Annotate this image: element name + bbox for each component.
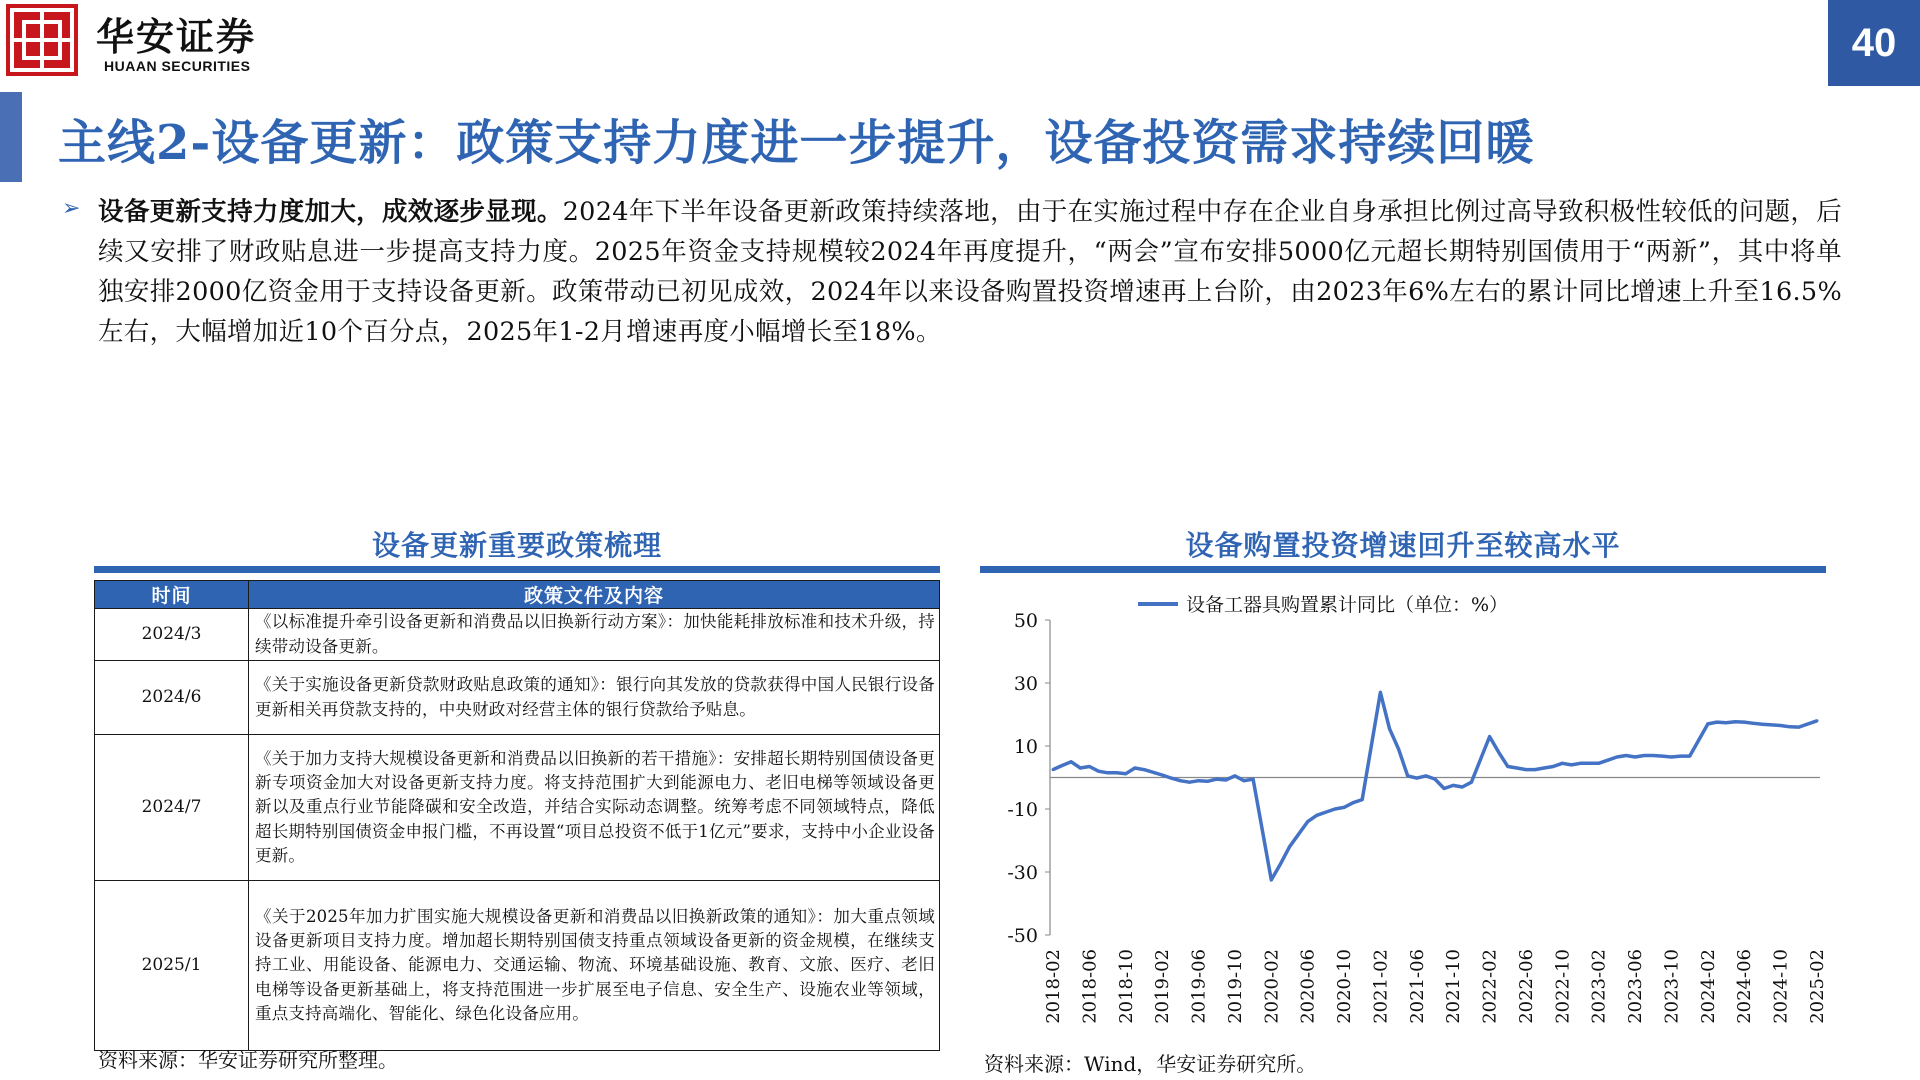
data-point <box>1197 779 1200 782</box>
data-point <box>1579 762 1582 765</box>
row-date: 2024/3 <box>95 609 249 661</box>
data-point <box>1488 735 1491 738</box>
table-row <box>95 609 940 661</box>
table-row <box>95 881 940 1051</box>
logo-text-cn: 华安证券 <box>96 14 257 59</box>
x-tick-label: 2024-02 <box>1697 949 1719 1024</box>
data-point <box>1752 722 1755 725</box>
series-line <box>1053 692 1817 880</box>
data-point <box>1070 760 1073 763</box>
data-point <box>1761 723 1764 726</box>
row-date: 2025/1 <box>95 881 249 1051</box>
data-point <box>1734 720 1737 723</box>
policy-source-note: 资料来源：华安证券研究所整理。 <box>98 1048 398 1072</box>
title-accent-bar <box>0 92 22 182</box>
data-point <box>1115 771 1118 774</box>
table-row <box>95 735 940 881</box>
summary-lead: 设备更新支持力度加大，成效逐步显现。 <box>98 197 563 227</box>
table-header-row <box>95 581 940 609</box>
x-tick-label: 2024-10 <box>1770 949 1792 1024</box>
column-header-content: 政策文件及内容 <box>249 581 940 609</box>
data-point <box>1561 762 1564 765</box>
row-content: 《以标准提升牵引设备更新和消费品以旧换新行动方案》：加快能耗排放标准和技术升级，持续带动设备更新。 <box>249 609 940 661</box>
y-tick-label: -50 <box>1007 925 1038 947</box>
data-point <box>1770 723 1773 726</box>
data-point <box>1124 772 1127 775</box>
data-point <box>1088 765 1091 768</box>
x-tick-label: 2019-02 <box>1152 949 1174 1024</box>
data-point <box>1415 777 1418 780</box>
data-point <box>1252 778 1255 781</box>
data-point <box>1716 721 1719 724</box>
x-tick-label: 2020-02 <box>1261 949 1283 1024</box>
data-point <box>1506 765 1509 768</box>
data-point <box>1679 755 1682 758</box>
data-point <box>1133 767 1136 770</box>
summary-body: 2024年下半年设备更新政策持续落地，由于在实施过程中存在企业自身承担比例过高导致积极性较低的问题，后续又安排了财政贴息进一步提高支持力度。2025年资金支持规模较2024年再度提升，“两会”宣布安排5000亿元超长期特别国债用于“两新”，其中将单独安排2000亿资金用于支持设备更新。政策带动已初见成效，2024年以来设备购置投资增速再上台阶，由2023年6%左右的累计同比增速上升至16.5%左右，大幅增加近10个百分点，2025年1-2月增速再度小幅增长至18%。 <box>98 197 1842 347</box>
summary-text <box>98 192 1842 352</box>
data-point <box>1315 814 1318 817</box>
data-point <box>1061 764 1064 767</box>
data-point <box>1279 863 1282 866</box>
data-point <box>1643 754 1646 757</box>
x-tick-label: 2021-02 <box>1370 949 1392 1024</box>
y-tick-label: 30 <box>1013 673 1038 695</box>
data-point <box>1324 811 1327 814</box>
policy-table <box>94 580 940 1051</box>
x-tick-label: 2019-06 <box>1188 949 1210 1024</box>
row-content: 《关于实施设备更新贷款财政贴息政策的通知》：银行向其发放的贷款获得中国人民银行设备更新相关再贷款支持的，中央财政对经营主体的银行贷款给予贴息。 <box>249 661 940 735</box>
data-point <box>1424 774 1427 777</box>
data-point <box>1215 778 1218 781</box>
table-row <box>95 661 940 735</box>
row-date: 2024/6 <box>95 661 249 735</box>
logo-mark-icon <box>6 4 78 76</box>
data-point <box>1270 878 1273 881</box>
data-point <box>1461 786 1464 789</box>
data-point <box>1661 755 1664 758</box>
x-tick-label: 2025-02 <box>1807 949 1828 1024</box>
y-tick-label: -30 <box>1007 862 1038 884</box>
y-tick-label: 10 <box>1013 736 1038 758</box>
data-point <box>1206 780 1209 783</box>
data-point <box>1634 756 1637 759</box>
data-point <box>1434 778 1437 781</box>
data-point <box>1670 756 1673 759</box>
data-point <box>1106 771 1109 774</box>
data-point <box>1397 748 1400 751</box>
page-number: 40 <box>1828 0 1920 86</box>
data-point <box>1079 767 1082 770</box>
triangle-right-icon: ➢ <box>62 196 81 221</box>
data-point <box>1452 784 1455 787</box>
summary-paragraph <box>62 192 1842 352</box>
data-point <box>1143 768 1146 771</box>
x-tick-label: 2020-06 <box>1297 949 1319 1024</box>
data-point <box>1388 727 1391 730</box>
data-point <box>1652 754 1655 757</box>
data-point <box>1306 820 1309 823</box>
data-point <box>1297 833 1300 836</box>
data-point <box>1361 798 1364 801</box>
data-point <box>1688 755 1691 758</box>
data-point <box>1597 762 1600 765</box>
data-point <box>1243 779 1246 782</box>
x-tick-label: 2022-02 <box>1479 949 1501 1024</box>
x-tick-label: 2023-06 <box>1625 949 1647 1024</box>
data-point <box>1161 774 1164 777</box>
row-content: 《关于加力支持大规模设备更新和消费品以旧换新的若干措施》：安排超长期特别国债设备更新专项资金加大对设备更新支持力度。将支持范围扩大到能源电力、老旧电梯等领域设备更新以及重点行业节能降碳和安全改造，并结合实际动态调整。统筹考虑不同领域特点，降低超长期特别国债资金申报门槛，不再设置“项目总投资不低于1亿元”要求，支持中小企业设备更新。 <box>249 735 940 881</box>
data-point <box>1406 774 1409 777</box>
data-point <box>1470 781 1473 784</box>
data-point <box>1606 759 1609 762</box>
data-point <box>1233 774 1236 777</box>
x-tick-label: 2022-10 <box>1552 949 1574 1024</box>
data-point <box>1625 754 1628 757</box>
x-tick-label: 2022-06 <box>1515 949 1537 1024</box>
data-point <box>1543 767 1546 770</box>
company-logo <box>6 4 78 76</box>
data-point <box>1179 779 1182 782</box>
data-point <box>1379 691 1382 694</box>
y-tick-label: 50 <box>1013 610 1038 632</box>
data-point <box>1052 768 1055 771</box>
series-points <box>1052 691 1819 882</box>
equipment-investment-chart <box>980 580 1840 1040</box>
data-point <box>1443 787 1446 790</box>
row-content: 《关于2025年加力扩围实施大规模设备更新和消费品以旧换新政策的通知》：加大重点领域设备更新项目支持力度。增加超长期特别国债支持重点领域设备更新的资金规模，在继续支持工业、用能设备、能源电力、交通运输、物流、环境基础设施、教育、文旅、医疗、老旧电梯等设备更新基础上，将支持范围进一步扩展至电子信息、安全生产、设施农业等领域，重点支持高端化、智能化、绿色化设备应用。 <box>249 881 940 1051</box>
data-point <box>1706 722 1709 725</box>
data-point <box>1188 781 1191 784</box>
x-tick-label: 2020-10 <box>1334 949 1356 1024</box>
x-tick-label: 2023-10 <box>1661 949 1683 1024</box>
x-tick-label: 2021-06 <box>1406 949 1428 1024</box>
data-point <box>1779 724 1782 727</box>
data-point <box>1097 770 1100 773</box>
y-axis <box>1007 610 1050 947</box>
chart-section-title: 设备购置投资增速回升至较高水平 <box>1185 529 1621 562</box>
data-point <box>1534 768 1537 771</box>
data-point <box>1525 768 1528 771</box>
data-point <box>1224 779 1227 782</box>
data-point <box>1552 765 1555 768</box>
x-tick-label: 2021-10 <box>1443 949 1465 1024</box>
chart-section-rule <box>980 566 1826 573</box>
data-point <box>1797 726 1800 729</box>
x-tick-label: 2018-02 <box>1043 949 1064 1024</box>
x-tick-label: 2019-10 <box>1224 949 1246 1024</box>
x-tick-label: 2023-02 <box>1588 949 1610 1024</box>
data-point <box>1334 808 1337 811</box>
data-point <box>1725 721 1728 724</box>
row-date: 2024/7 <box>95 735 249 881</box>
page-title: 主线2-设备更新：政策支持力度进一步提升，设备投资需求持续回暖 <box>58 115 1535 171</box>
legend-label: 设备工器具购置累计同比（单位：%） <box>1186 594 1509 616</box>
data-point <box>1352 801 1355 804</box>
data-point <box>1570 763 1573 766</box>
x-tick-label: 2018-06 <box>1079 949 1101 1024</box>
y-tick-label: -10 <box>1007 799 1038 821</box>
x-axis <box>1043 778 1828 1024</box>
chart-legend <box>1138 594 1508 616</box>
x-tick-label: 2024-06 <box>1734 949 1756 1024</box>
data-point <box>1343 806 1346 809</box>
chart-source-note: 资料来源：Wind，华安证券研究所。 <box>984 1052 1317 1076</box>
data-point <box>1497 751 1500 754</box>
data-point <box>1515 767 1518 770</box>
data-point <box>1743 721 1746 724</box>
data-point <box>1788 725 1791 728</box>
logo-text-en: HUAAN SECURITIES <box>104 58 251 74</box>
data-point <box>1288 845 1291 848</box>
data-point <box>1816 719 1819 722</box>
data-point <box>1615 756 1618 759</box>
policy-table-rule <box>94 566 940 573</box>
policy-table-title: 设备更新重要政策梳理 <box>371 529 662 562</box>
column-header-date: 时间 <box>95 581 249 609</box>
data-point <box>1170 777 1173 780</box>
x-tick-label: 2018-10 <box>1115 949 1137 1024</box>
